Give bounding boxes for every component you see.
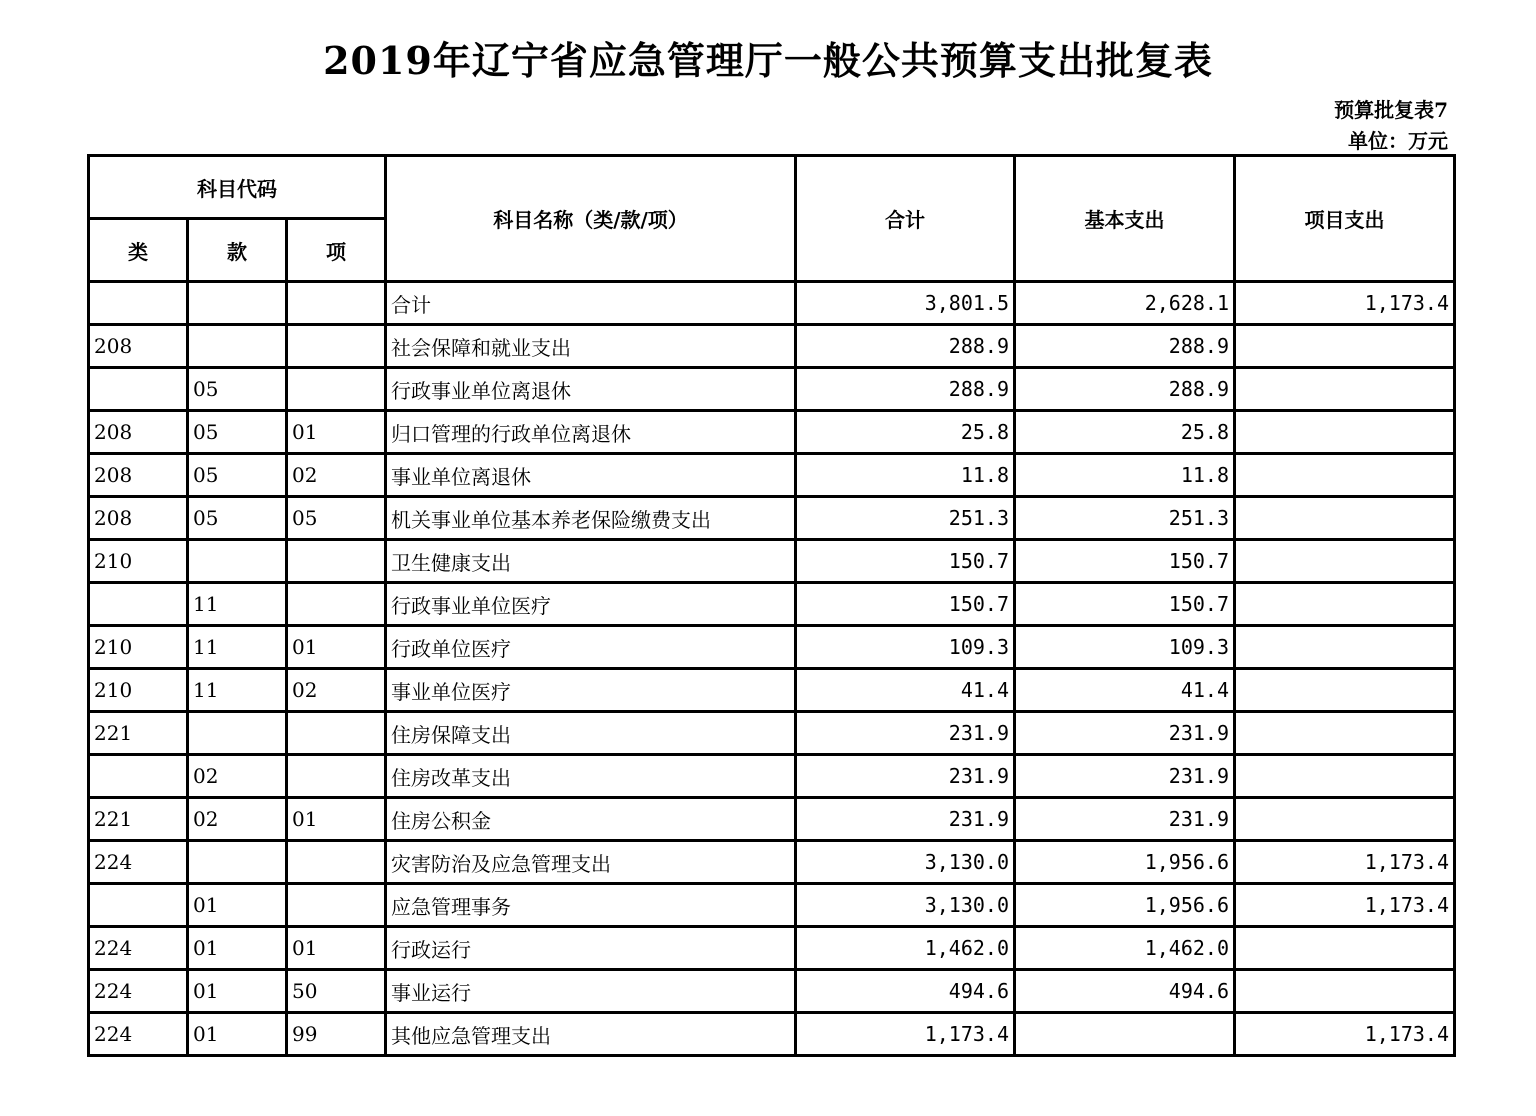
lei-code-cell [89, 368, 188, 411]
table-row [89, 884, 1455, 927]
subject-name-cell: 行政运行 [386, 927, 796, 970]
project-amount-cell [1235, 325, 1455, 368]
subject-name-cell: 事业单位医疗 [386, 669, 796, 712]
subject-name-cell: 行政事业单位医疗 [386, 583, 796, 626]
project-amount-cell [1235, 626, 1455, 669]
basic-amount-cell: 231.9 [1015, 798, 1235, 841]
subject-name-cell: 住房公积金 [386, 798, 796, 841]
subject-name-cell: 合计 [386, 282, 796, 325]
project-amount-cell [1235, 454, 1455, 497]
table-row [89, 540, 1455, 583]
xiang-code-cell: 02 [287, 669, 386, 712]
total-amount-cell: 109.3 [796, 626, 1015, 669]
project-amount-cell [1235, 712, 1455, 755]
table-row [89, 755, 1455, 798]
basic-amount-cell: 231.9 [1015, 755, 1235, 798]
lei-code-cell: 208 [89, 411, 188, 454]
kuan-code-cell: 05 [188, 368, 287, 411]
xiang-code-cell: 01 [287, 798, 386, 841]
kuan-code-cell: 01 [188, 927, 287, 970]
total-amount-cell: 150.7 [796, 540, 1015, 583]
lei-code-cell: 210 [89, 669, 188, 712]
lei-code-cell [89, 282, 188, 325]
table-row [89, 583, 1455, 626]
basic-amount-cell: 1,462.0 [1015, 927, 1235, 970]
table-body [89, 282, 1455, 1056]
kuan-code-cell [188, 540, 287, 583]
lei-code-cell [89, 583, 188, 626]
basic-amount-cell [1015, 1013, 1235, 1056]
lei-code-cell: 224 [89, 970, 188, 1013]
total-amount-cell: 231.9 [796, 798, 1015, 841]
lei-code-cell [89, 884, 188, 927]
basic-amount-cell: 25.8 [1015, 411, 1235, 454]
total-amount-cell: 3,801.5 [796, 282, 1015, 325]
total-amount-cell: 150.7 [796, 583, 1015, 626]
table-row [89, 712, 1455, 755]
project-amount-cell [1235, 540, 1455, 583]
kuan-code-cell: 01 [188, 1013, 287, 1056]
total-amount-cell: 25.8 [796, 411, 1015, 454]
xiang-code-cell: 50 [287, 970, 386, 1013]
name-column-header: 科目名称（类/款/项） [386, 156, 796, 282]
basic-amount-cell: 1,956.6 [1015, 841, 1235, 884]
xiang-code-cell [287, 884, 386, 927]
total-amount-cell: 3,130.0 [796, 841, 1015, 884]
project-amount-cell [1235, 411, 1455, 454]
table-row [89, 497, 1455, 540]
total-column-header: 合计 [796, 156, 1015, 282]
subject-name-cell: 卫生健康支出 [386, 540, 796, 583]
basic-amount-cell: 1,956.6 [1015, 884, 1235, 927]
kuan-code-cell: 01 [188, 970, 287, 1013]
table-row [89, 411, 1455, 454]
basic-amount-cell: 288.9 [1015, 325, 1235, 368]
subject-name-cell: 应急管理事务 [386, 884, 796, 927]
subject-name-cell: 社会保障和就业支出 [386, 325, 796, 368]
basic-amount-cell: 494.6 [1015, 970, 1235, 1013]
basic-amount-cell: 231.9 [1015, 712, 1235, 755]
project-amount-cell: 1,173.4 [1235, 282, 1455, 325]
unit-label: 单位：万元 [1348, 129, 1448, 153]
table-row [89, 325, 1455, 368]
total-amount-cell: 288.9 [796, 325, 1015, 368]
total-amount-cell: 1,173.4 [796, 1013, 1015, 1056]
kuan-code-cell [188, 282, 287, 325]
subject-name-cell: 机关事业单位基本养老保险缴费支出 [386, 497, 796, 540]
kuan-code-cell: 05 [188, 497, 287, 540]
kuan-code-cell [188, 712, 287, 755]
subject-name-cell: 行政单位医疗 [386, 626, 796, 669]
subject-name-cell: 事业单位离退休 [386, 454, 796, 497]
basic-column-header: 基本支出 [1015, 156, 1235, 282]
lei-code-cell [89, 755, 188, 798]
subject-name-cell: 灾害防治及应急管理支出 [386, 841, 796, 884]
project-amount-cell [1235, 798, 1455, 841]
kuan-code-cell: 05 [188, 454, 287, 497]
xiang-code-cell: 99 [287, 1013, 386, 1056]
lei-code-cell: 208 [89, 325, 188, 368]
total-amount-cell: 494.6 [796, 970, 1015, 1013]
budget-table [87, 154, 1456, 1057]
table-row [89, 669, 1455, 712]
lei-code-cell: 221 [89, 712, 188, 755]
project-amount-cell: 1,173.4 [1235, 1013, 1455, 1056]
total-amount-cell: 288.9 [796, 368, 1015, 411]
basic-amount-cell: 2,628.1 [1015, 282, 1235, 325]
table-header [89, 156, 1455, 282]
lei-code-cell: 221 [89, 798, 188, 841]
kuan-code-cell: 11 [188, 583, 287, 626]
subject-name-cell: 行政事业单位离退休 [386, 368, 796, 411]
total-amount-cell: 231.9 [796, 712, 1015, 755]
xiang-code-cell [287, 755, 386, 798]
xiang-column-header: 项 [287, 219, 386, 282]
project-amount-cell [1235, 755, 1455, 798]
lei-code-cell: 210 [89, 540, 188, 583]
total-amount-cell: 11.8 [796, 454, 1015, 497]
lei-code-cell: 208 [89, 454, 188, 497]
basic-amount-cell: 41.4 [1015, 669, 1235, 712]
table-row [89, 282, 1455, 325]
subject-name-cell: 其他应急管理支出 [386, 1013, 796, 1056]
subject-name-cell: 事业运行 [386, 970, 796, 1013]
subject-name-cell: 归口管理的行政单位离退休 [386, 411, 796, 454]
xiang-code-cell [287, 368, 386, 411]
table-row [89, 841, 1455, 884]
subject-name-cell: 住房保障支出 [386, 712, 796, 755]
basic-amount-cell: 251.3 [1015, 497, 1235, 540]
basic-amount-cell: 11.8 [1015, 454, 1235, 497]
xiang-code-cell: 01 [287, 626, 386, 669]
project-amount-cell: 1,173.4 [1235, 884, 1455, 927]
table-row [89, 970, 1455, 1013]
xiang-code-cell: 02 [287, 454, 386, 497]
xiang-code-cell: 05 [287, 497, 386, 540]
xiang-code-cell [287, 282, 386, 325]
table-row [89, 798, 1455, 841]
code-group-header: 科目代码 [89, 156, 386, 219]
project-column-header: 项目支出 [1235, 156, 1455, 282]
basic-amount-cell: 150.7 [1015, 540, 1235, 583]
xiang-code-cell [287, 325, 386, 368]
table-row [89, 626, 1455, 669]
table-row [89, 454, 1455, 497]
kuan-code-cell: 11 [188, 669, 287, 712]
page-title: 2019年辽宁省应急管理厅一般公共预算支出批复表 [323, 38, 1213, 83]
lei-code-cell: 224 [89, 1013, 188, 1056]
project-amount-cell [1235, 497, 1455, 540]
table-row [89, 368, 1455, 411]
project-amount-cell [1235, 970, 1455, 1013]
basic-amount-cell: 288.9 [1015, 368, 1235, 411]
total-amount-cell: 251.3 [796, 497, 1015, 540]
total-amount-cell: 1,462.0 [796, 927, 1015, 970]
basic-amount-cell: 150.7 [1015, 583, 1235, 626]
lei-code-cell: 208 [89, 497, 188, 540]
kuan-code-cell: 01 [188, 884, 287, 927]
xiang-code-cell: 01 [287, 411, 386, 454]
subject-name-cell: 住房改革支出 [386, 755, 796, 798]
project-amount-cell [1235, 368, 1455, 411]
kuan-code-cell [188, 325, 287, 368]
kuan-column-header: 款 [188, 219, 287, 282]
xiang-code-cell: 01 [287, 927, 386, 970]
project-amount-cell [1235, 669, 1455, 712]
kuan-code-cell [188, 841, 287, 884]
lei-code-cell: 224 [89, 927, 188, 970]
xiang-code-cell [287, 583, 386, 626]
xiang-code-cell [287, 712, 386, 755]
total-amount-cell: 231.9 [796, 755, 1015, 798]
total-amount-cell: 41.4 [796, 669, 1015, 712]
kuan-code-cell: 02 [188, 798, 287, 841]
lei-code-cell: 210 [89, 626, 188, 669]
xiang-code-cell [287, 841, 386, 884]
basic-amount-cell: 109.3 [1015, 626, 1235, 669]
lei-column-header: 类 [89, 219, 188, 282]
table-number-label: 预算批复表7 [1334, 98, 1448, 122]
kuan-code-cell: 02 [188, 755, 287, 798]
kuan-code-cell: 11 [188, 626, 287, 669]
xiang-code-cell [287, 540, 386, 583]
project-amount-cell: 1,173.4 [1235, 841, 1455, 884]
lei-code-cell: 224 [89, 841, 188, 884]
kuan-code-cell: 05 [188, 411, 287, 454]
table-row [89, 927, 1455, 970]
total-amount-cell: 3,130.0 [796, 884, 1015, 927]
project-amount-cell [1235, 583, 1455, 626]
project-amount-cell [1235, 927, 1455, 970]
table-row [89, 1013, 1455, 1056]
